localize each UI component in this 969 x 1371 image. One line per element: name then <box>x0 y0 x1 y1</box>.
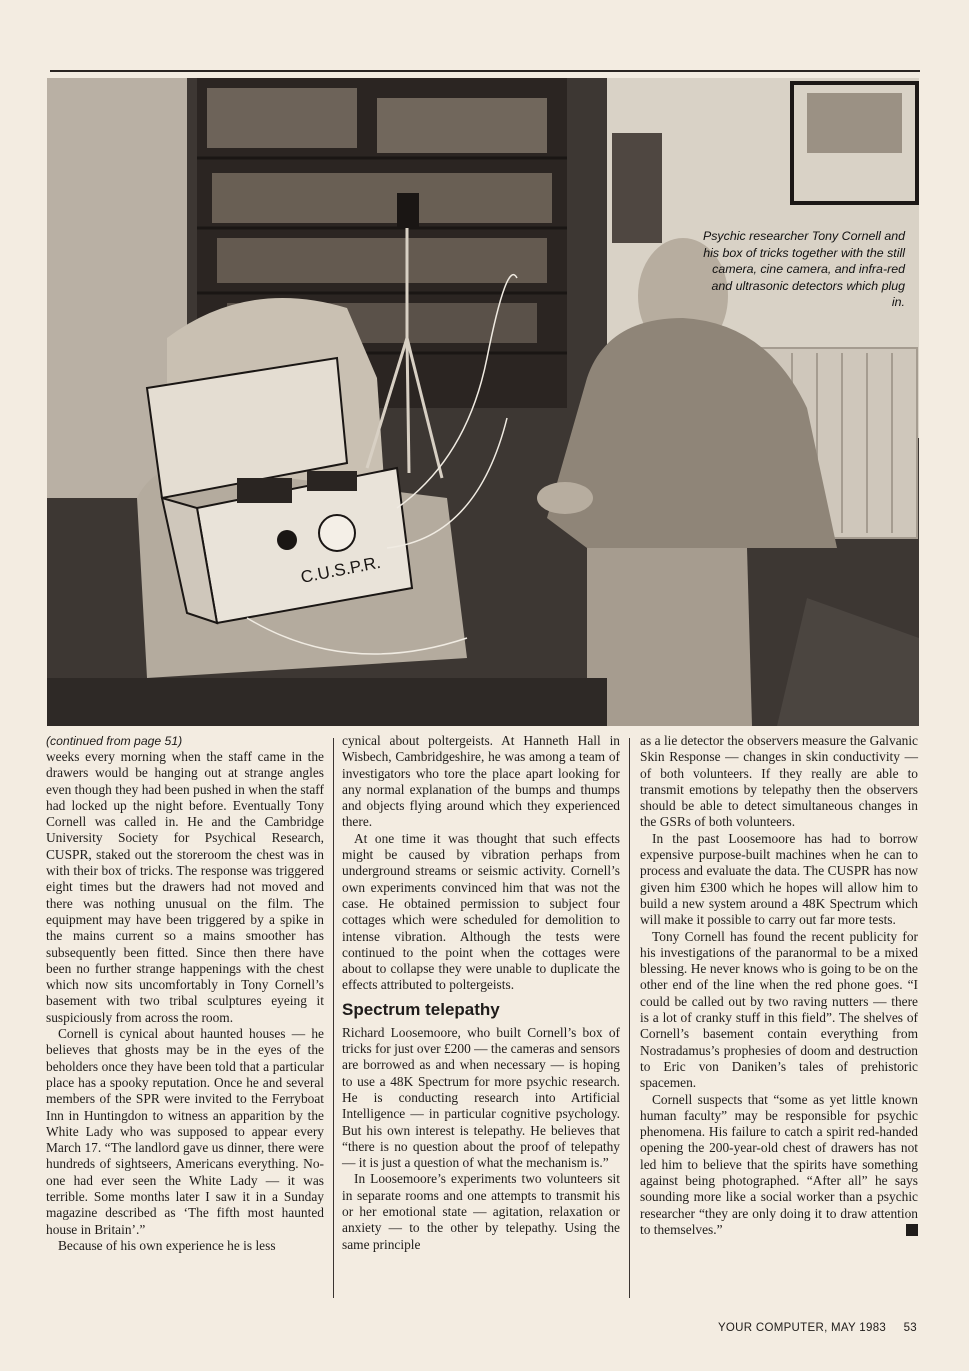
photo-caption: Psychic researcher Tony Cornell and his box of tricks together with the still camera, cine camera, and infra-red and ultrasonic detectors which plug in. <box>702 229 905 309</box>
end-of-article-mark <box>906 1224 918 1236</box>
paragraph: cynical about poltergeists. At Hanneth Hall in Wisbech, Cambridgeshire, he was among a team of investigators who tore the place apart looking for any normal explanation of the bumps and thumps and objects flying around which they experienced there. <box>342 733 620 830</box>
article-column-1 <box>46 733 324 1254</box>
paragraph: Tony Cornell has found the recent publicity for his investigations of the paranormal to be a mixed blessing. He never knows who is going to be on the other end of the line when the red phone goes. “I could be called out by two raving nutters — there is a lot of cranky stuff in this field”. The shelves of Cornell’s basement contain everything from Nostradamus’s prophesies of doom and destruction to Eric von Daniken’s tales of prehistoric spacemen. <box>640 928 918 1091</box>
paragraph: At one time it was thought that such effects might be caused by vibration perhaps from underground streams or seismic activity. Cornell’s own experiments convinced him that was not the case. He obtained permission to subject four cottages which were scheduled for demolition to intense vibration. Although the tests were continued to the point when the cottages were about to collapse they were unable to duplicate the effects attributed to poltergeists. <box>342 830 620 993</box>
article-photo <box>47 78 919 726</box>
paragraph: In the past Loosemoore has had to borrow expensive purpose-built machines when he can to process and evaluate the data. The CUSPR has now given him £300 which he hopes will allow him to build a new system around a 48K Spectrum which will make it possible to carry out far more tests. <box>640 830 918 928</box>
article-column-3 <box>640 733 918 1238</box>
publication-name: YOUR COMPUTER, MAY 1983 <box>717 1322 887 1334</box>
box-label: C.U.S.P.R. <box>299 552 383 587</box>
top-rule <box>50 70 920 72</box>
photo-illustration <box>47 78 919 726</box>
paragraph <box>640 1092 918 1239</box>
continued-note: (continued from page 51) <box>46 734 183 748</box>
page-number: 53 <box>903 1322 917 1334</box>
paragraph: In Loosemoore’s experiments two volunteers sit in separate rooms and one attempts to transmit his or her emotional state — agitation, relaxation or anxiety — to the other by telepathy. Using the same principle <box>342 1171 620 1252</box>
paragraph: Richard Loosemoore, who built Cornell’s box of tricks for just over £200 — the cameras and sensors are borrowed as and when necessary — is hoping to use a 48K Spectrum for more psychic research. He is conducting research into Artificial Intelligence — in particular cognitive psychology. But his own interest is telepathy. He believes that “there is no question about the proof of telepathy — it is just a question of what the mechanism is.” <box>342 1024 620 1171</box>
paragraph: Because of his own experience he is less <box>58 1237 276 1253</box>
section-heading: Spectrum telepathy <box>342 999 500 1019</box>
page-footer <box>718 1322 917 1334</box>
article-column-2 <box>342 733 620 1253</box>
paragraph: weeks every morning when the staff came in the drawers would be hanging out at strange angles even though they had been pushed in when the staff had locked up the night before. Eventually Tony Cornell was called in. He and the Cambridge University Society for Psychical Research, CUSPR, staked out the storeroom the chest was in with their box of tricks. The response was triggered eight times but the drawers had not moved and there was nothing unusual on the film. The equipment may have been triggered by a spike in the mains current so a mains smoother has subsequently been fitted. Since then there have been no further strange happenings with the chest which now sits uncomfortably in Tony Cornell’s basement with two tribal sculptures eyeing it suspiciously from across the room. <box>46 749 324 1025</box>
paragraph: as a lie detector the observers measure the Galvanic Skin Response — changes in skin conductivity — of both volunteers. If they really are able to transmit emotions by telepathy then the observers should be able to detect simultaneous changes in the GSRs of both volunteers. <box>640 733 918 830</box>
column-divider <box>629 738 630 1298</box>
paragraph: Cornell is cynical about haunted houses — he believes that ghosts may be in the eyes of the beholders once they have been told that a particular place has a spooky reputation. Once he and several members of the SPR were invited to the Ferryboat Inn in Huntingdon to witness an apparition by the White Lady who was supposed to appear every March 17. “The landlord gave us dinner, there were hundreds of sightseers, Americans everything. No-one had ever seen the White Lady — it was terrible. Some months later I saw it in a Sunday magazine described as ‘The fifth most haunted house in Britain’.” <box>46 1026 324 1237</box>
paragraph-text: Cornell suspects that “some as yet little known human faculty” may be responsible for psychic phenomena. His failure to catch a spirit red-handed opening the 200-year-old chest of drawers has not led him to believe that the spirits have something against being photographed. “After all” he says sounding more like a social worker than a psychic researcher “they are only doing it to draw attention to themselves.” <box>640 1091 918 1237</box>
column-divider <box>333 738 334 1298</box>
